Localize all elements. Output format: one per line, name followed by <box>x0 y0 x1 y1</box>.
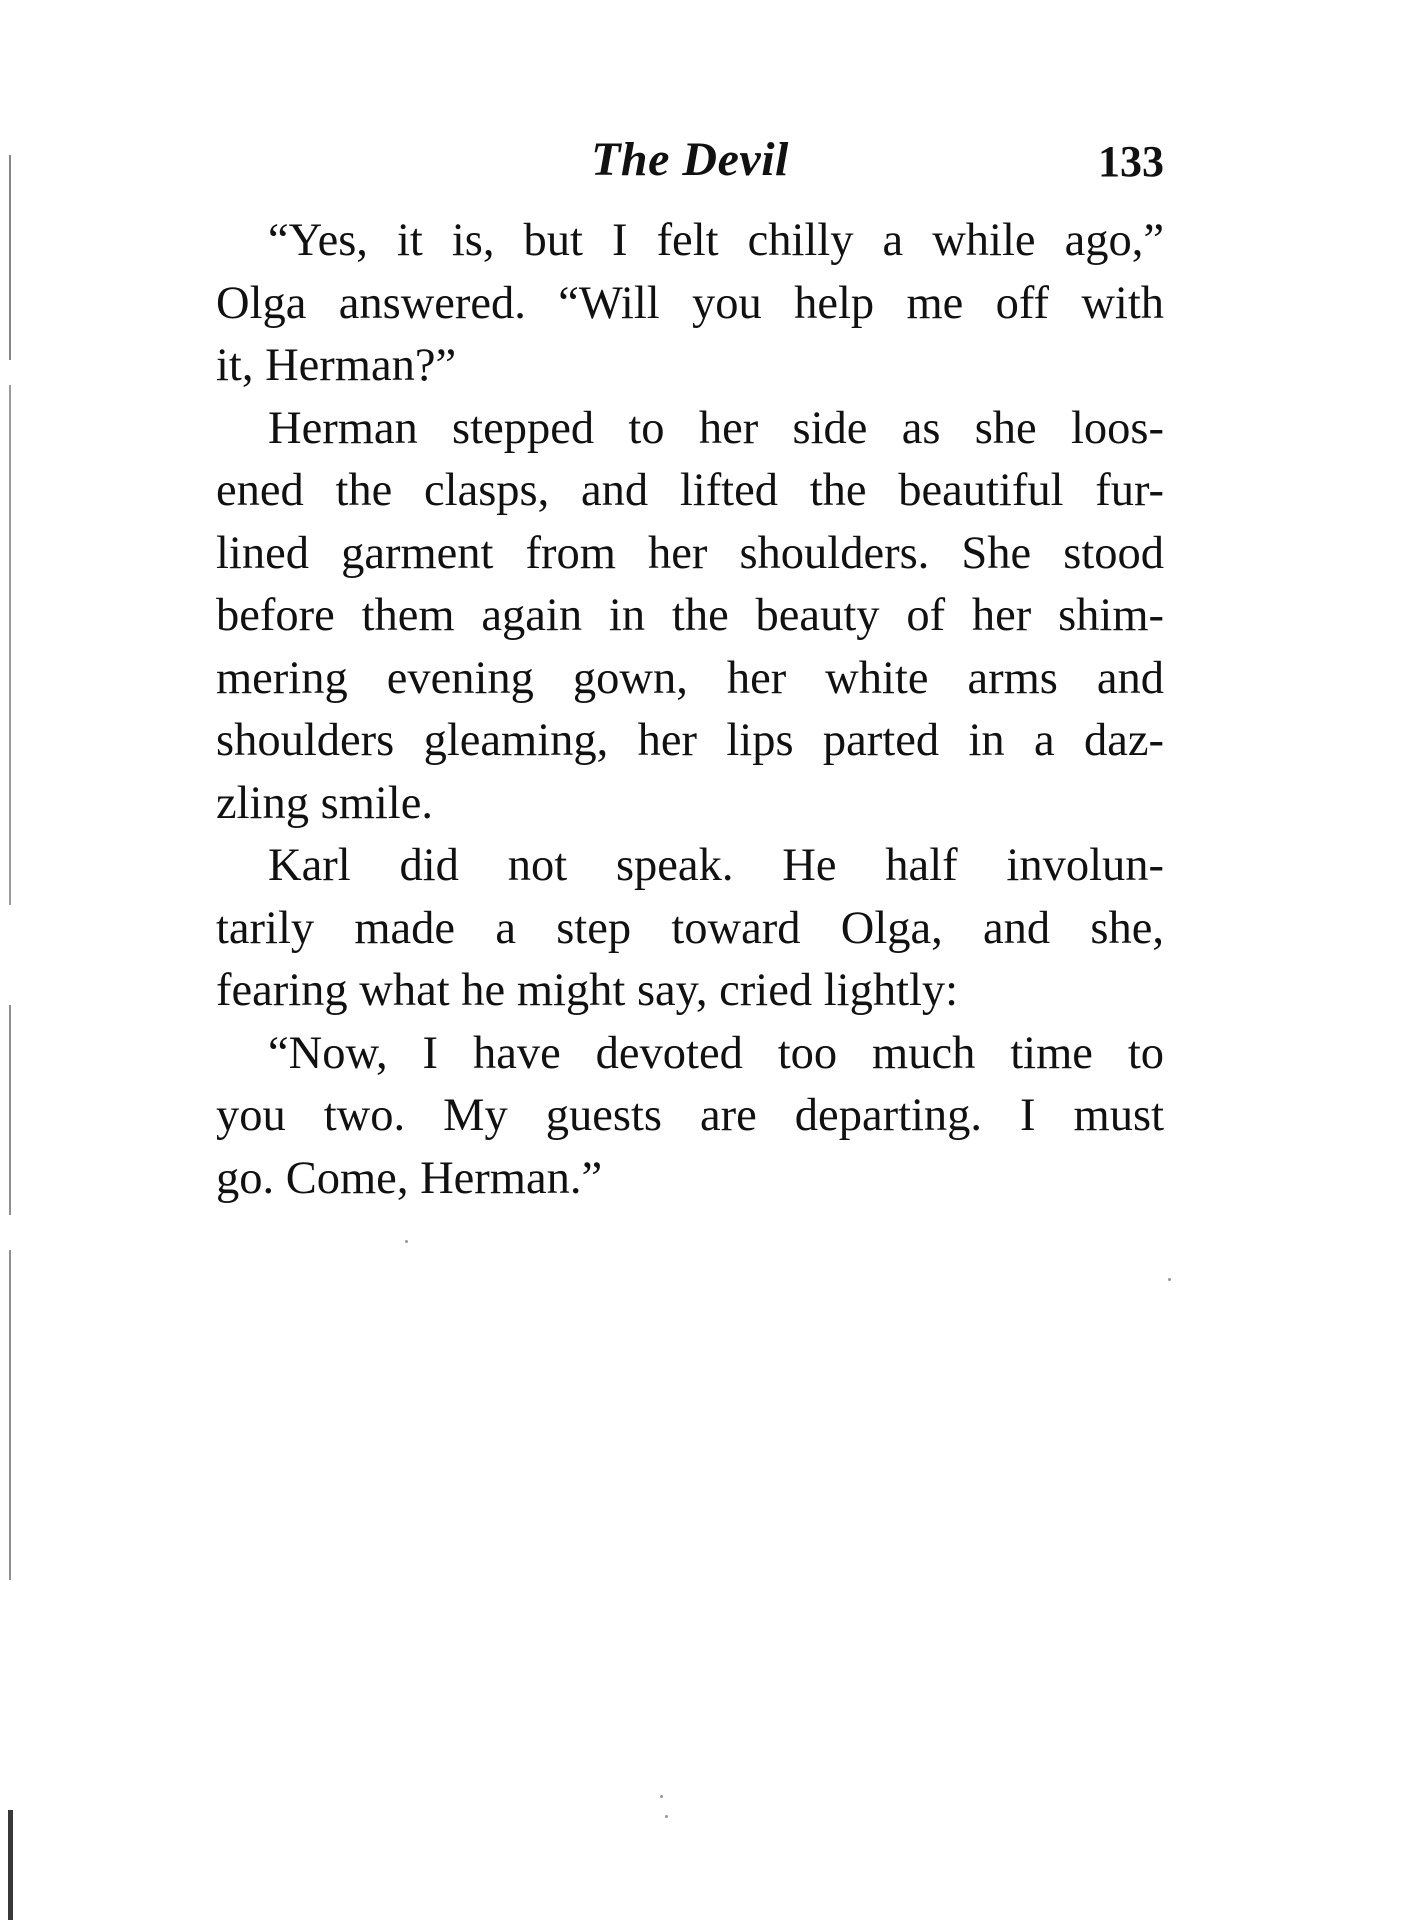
scan-edge-mark <box>9 1250 11 1580</box>
scan-speck <box>1168 1278 1171 1281</box>
scan-edge-mark <box>9 1005 11 1215</box>
paragraph <box>216 210 1164 398</box>
text-line: lined garment from her shoulders. She stood <box>216 527 1164 579</box>
scan-edge-mark <box>9 155 11 360</box>
text-line: shoulders gleaming, her lips parted in a daz- <box>216 715 1164 766</box>
running-head <box>216 132 1164 192</box>
scan-edge-mark <box>8 1810 13 1920</box>
text-line: “Yes, it is, but I felt chilly a while ago,” <box>268 215 1164 266</box>
text-line: Karl did not speak. He half involun- <box>268 840 1164 891</box>
scan-speck <box>665 1815 668 1818</box>
scan-speck <box>660 1795 663 1798</box>
running-title: The Devil <box>591 133 789 186</box>
text-line: go. Come, Herman.” <box>216 1152 603 1204</box>
text-line: tarily made a step toward Olga, and she, <box>216 902 1164 954</box>
text-line: Herman stepped to her side as she loos- <box>268 402 1164 454</box>
text-line: you two. My guests are departing. I must <box>216 1090 1164 1141</box>
paragraph <box>216 835 1164 1023</box>
text-line: “Now, I have devoted too much time to <box>268 1027 1164 1079</box>
paragraph <box>216 1023 1164 1211</box>
page-number: 133 <box>1098 137 1164 186</box>
text-line: fearing what he might say, cried lightly: <box>216 965 959 1016</box>
text-line: zling smile. <box>216 777 433 829</box>
text-line: mering evening gown, her white arms and <box>216 652 1164 704</box>
text-line: it, Herman?” <box>216 340 457 391</box>
text-line: before them again in the beauty of her shim- <box>216 590 1164 641</box>
body-text <box>216 210 1164 1210</box>
scan-speck <box>405 1240 408 1243</box>
text-line: ened the clasps, and lifted the beautiful fur- <box>216 465 1164 516</box>
scan-edge-mark <box>9 385 11 905</box>
text-line: Olga answered. “Will you help me off with <box>216 277 1164 329</box>
paragraph <box>216 398 1164 836</box>
